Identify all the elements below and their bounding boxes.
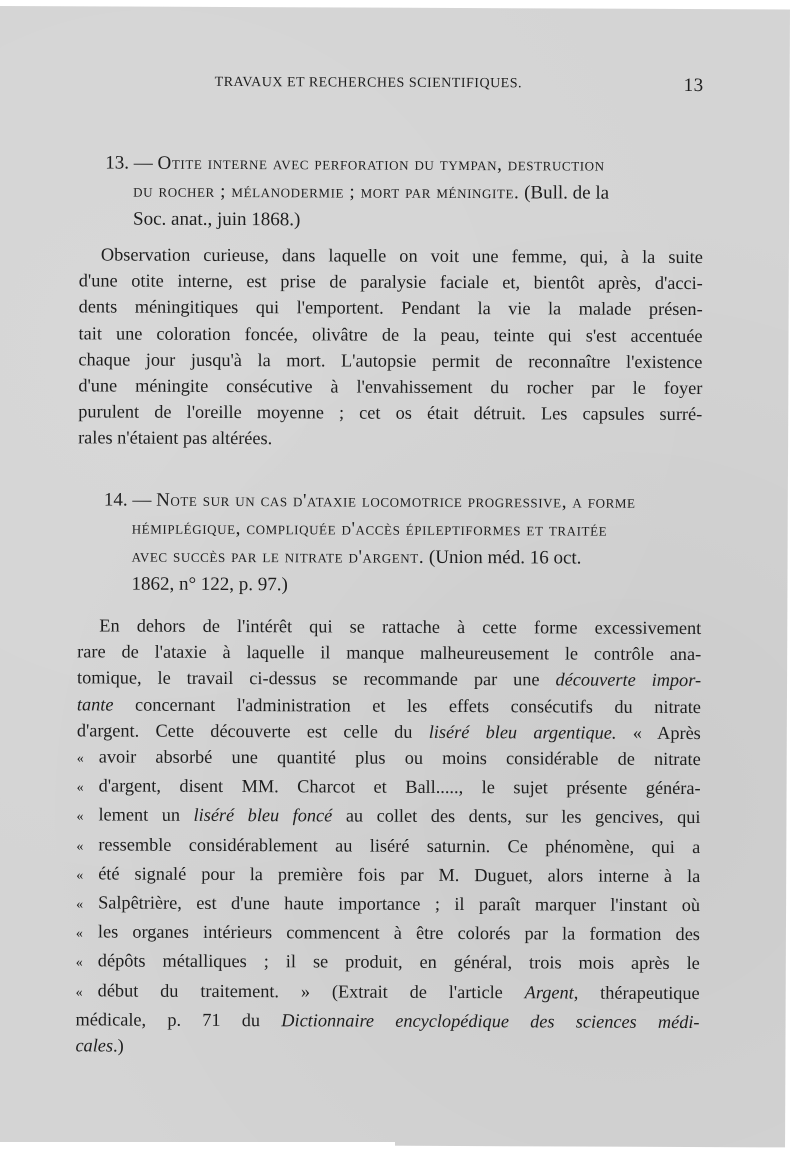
guillemet: « xyxy=(76,751,84,767)
entry-citation: (Union méd. 16 oct. xyxy=(424,546,582,569)
entry-citation-cont: Soc. anat., juin 1868.) xyxy=(133,208,301,231)
text-line xyxy=(76,948,700,980)
scan-edge xyxy=(0,1142,395,1152)
text-segment: début du traitement. » (Extrait de l'article xyxy=(97,980,525,1002)
text-line xyxy=(76,860,700,892)
entry-dash: — xyxy=(133,152,153,174)
text-segment: concernant l'administration et les effets consécutifs du nitrate xyxy=(113,694,701,717)
text-segment: d'une méningite consécutive à l'envahissement du rocher par le foyer xyxy=(78,375,703,399)
entry-title-line: Note sur un cas d'ataxie locomotrice progressive, a forme xyxy=(156,489,636,513)
text-segment: au collet des dents, sur les gencives, qui xyxy=(332,805,701,828)
guillemet: « xyxy=(75,984,83,1001)
text-line xyxy=(76,977,700,1009)
guillemet: « xyxy=(76,780,84,796)
text-segment: d'argent, disent MM. Charcot et Ball....., le sujet présente généra- xyxy=(98,775,701,799)
text-segment: En dehors de l'intérêt qui se rattache à cette forme excessivement xyxy=(99,615,702,639)
entry-citation-cont: 1862, n° 122, p. 97.) xyxy=(131,573,288,596)
text-segment: d'une otite interne, est prise de paralysie faciale et, bientôt après, d'acci- xyxy=(78,270,703,294)
text-segment: ressemble considérablement au liséré saturnin. Ce phénomène, qui a xyxy=(98,834,701,857)
entry-title-line: hémiplégique, compliquée d'accès épileptiformes et traitée xyxy=(131,517,608,541)
guillemet: « xyxy=(76,897,84,913)
text-segment: d'argent. Cette découverte est celle du xyxy=(76,720,429,742)
scanned-page xyxy=(0,6,790,1147)
text-segment: Observation curieuse, dans laquelle on voit une femme, qui, à la suite xyxy=(100,244,703,268)
entry-13-heading xyxy=(105,149,705,236)
entry-title-line: du rocher ; mélanodermie ; mort par méningite. xyxy=(133,180,520,204)
entry-citation: (Bull. de la xyxy=(519,182,610,204)
italic-text: Argent xyxy=(524,981,574,1003)
text-line xyxy=(77,717,701,746)
guillemet: « xyxy=(75,955,83,971)
text-line xyxy=(76,919,700,951)
text-segment: Salpêtrière, est d'une haute importance ; il paraît marquer l'instant où xyxy=(98,892,701,916)
guillemet: « xyxy=(75,926,83,942)
text-segment: purulent de l'oreille moyenne ; cet os était détruit. Les capsules surré- xyxy=(78,401,703,425)
entry-14-heading xyxy=(103,486,703,601)
text-line xyxy=(79,268,703,297)
text-segment: rales n'étaient pas altérées. xyxy=(78,427,273,449)
text-line xyxy=(76,889,700,921)
entry-number: 14. xyxy=(103,489,128,511)
italic-text: liséré bleu foncé xyxy=(193,805,333,826)
text-line xyxy=(79,320,703,349)
text-segment: chaque jour jusqu'à la mort. L'autopsie permit de reconnaître l'existence xyxy=(78,349,703,372)
entry-13-body xyxy=(78,241,703,453)
text-segment: rare de l'ataxie à laquelle il manque malheureusement le contrôle ana- xyxy=(77,641,702,665)
text-segment: tait une coloration foncée, olivâtre de la peau, teinte qui s'est accentuée xyxy=(78,322,703,346)
guillemet: « xyxy=(76,809,84,825)
text-line xyxy=(77,665,701,694)
text-segment: dépôts métalliques ; il se produit, en général, trois mois après le xyxy=(97,950,700,974)
guillemet: « xyxy=(76,868,84,884)
entry-dash: — xyxy=(132,489,152,511)
text-segment: lement un xyxy=(98,804,194,826)
page-number: 13 xyxy=(683,74,704,97)
running-head xyxy=(0,74,800,97)
text-line xyxy=(77,743,701,775)
text-line xyxy=(76,831,700,863)
text-line xyxy=(78,346,702,375)
italic-text: cales xyxy=(75,1035,114,1056)
text-line xyxy=(75,1032,699,1061)
text-line xyxy=(76,1006,700,1035)
text-line xyxy=(76,802,700,834)
text-line xyxy=(78,425,702,454)
text-line xyxy=(79,294,703,323)
italic-text: liséré bleu argentique. xyxy=(428,721,617,743)
italic-text: Dictionnaire encyclopédique des sciences médi- xyxy=(281,1010,700,1032)
text-segment: été signalé pour la première fois par M. Duguet, alors interne à la xyxy=(98,863,701,886)
text-segment: « Après xyxy=(616,722,701,743)
text-segment: dents méningitiques qui l'emportent. Pendant la vie la malade présen- xyxy=(78,296,703,320)
text-segment: , thérapeutique xyxy=(573,982,700,1003)
text-line xyxy=(78,372,702,401)
italic-text: tante xyxy=(76,693,114,715)
text-line xyxy=(77,612,701,641)
text-line xyxy=(78,399,702,428)
running-title: TRAVAUX ET RECHERCHES SCIENTIFIQUES. xyxy=(214,74,523,92)
text-segment: avoir absorbé une quantité plus ou moins considérable de nitrate xyxy=(98,746,701,770)
text-segment: médicale, p. 71 du xyxy=(75,1009,282,1031)
entry-number: 13. xyxy=(105,152,130,174)
italic-text: découverte impor- xyxy=(555,669,702,691)
text-segment: les organes intérieurs commencent à être colorés par la formation des xyxy=(97,921,700,945)
text-line xyxy=(79,241,703,270)
text-line xyxy=(77,773,701,805)
text-segment: tomique, le travail ci-dessus se recommande par une xyxy=(77,667,556,690)
text-line xyxy=(77,691,701,720)
text-line xyxy=(77,639,701,668)
guillemet: « xyxy=(76,838,84,854)
entry-title-line: Otite interne avec perforation du tympan, destruction xyxy=(157,152,605,176)
text-segment: .) xyxy=(112,1035,124,1056)
entry-14-body xyxy=(75,612,701,1061)
entry-title-line: avec succès par le nitrate d'argent. xyxy=(131,545,425,568)
